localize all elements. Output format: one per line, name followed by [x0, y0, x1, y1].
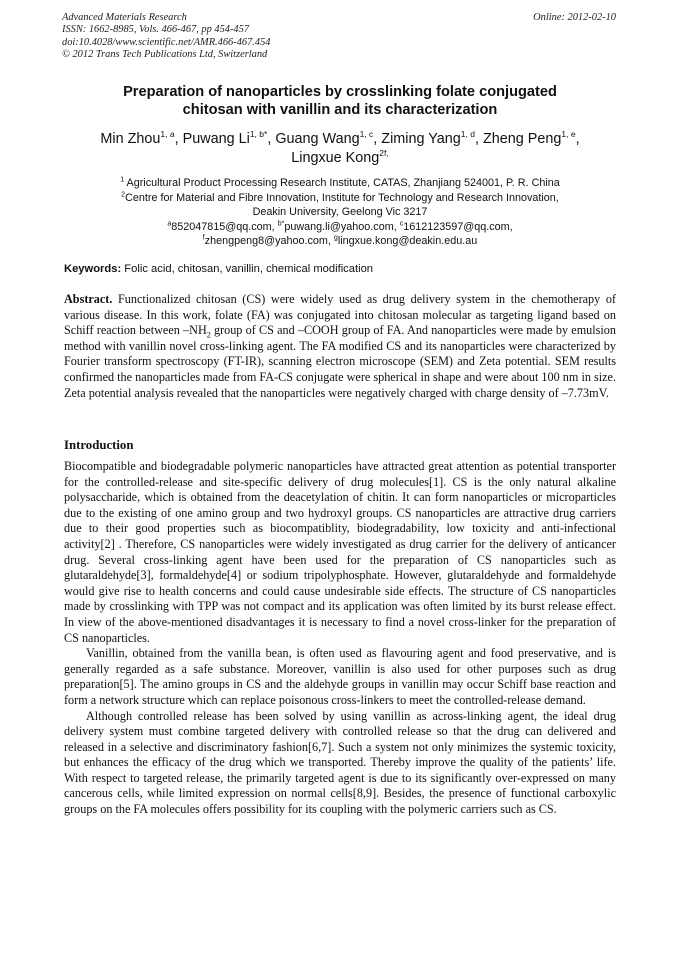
keywords-text: Folic acid, chitosan, vanillin, chemical modification — [121, 263, 374, 275]
affiliation-1 — [64, 176, 616, 191]
email-link[interactable]: 1612123597@qq.com, — [403, 220, 513, 233]
author-name: Zheng Peng — [482, 131, 562, 147]
section-heading: Introduction — [64, 438, 134, 452]
email-link[interactable]: puwang.li@yahoo.com, — [284, 220, 400, 233]
author-affil-sup: 1, b* — [249, 129, 268, 140]
author-name: Guang Wang — [275, 131, 360, 147]
affiliation-text: Centre for Material and Fibre Innovation, Institute for Technology and Research Innovation, — [125, 191, 559, 204]
author-separator: , — [267, 131, 276, 147]
email-link[interactable]: zhengpeng8@yahoo.com, — [204, 235, 334, 247]
issn-line: ISSN: 1662-8985, Vols. 466-467, pp 454-457 — [62, 24, 250, 36]
email-sup: c — [399, 219, 404, 227]
title-line-2: chitosan with vanillin and its characterization — [182, 102, 498, 118]
email-link[interactable]: 852047815@qq.com, — [171, 220, 278, 233]
affiliation-text: Agricultural Product Processing Research Institute, CATAS, Zhanjiang 524001, P. R. China — [126, 177, 560, 189]
author-affil-sup: 2f, — [379, 147, 389, 158]
author-name: Min Zhou — [100, 131, 161, 147]
email-sup: g — [333, 234, 338, 242]
abstract — [64, 292, 616, 401]
journal-name: Advanced Materials Research — [62, 12, 187, 23]
author-name: Ziming Yang — [381, 131, 461, 147]
author-affil-sup: 1, d — [460, 129, 475, 140]
email-line-1 — [64, 220, 616, 235]
email-sup: f — [202, 234, 205, 242]
author-affil-sup: 1, e — [561, 129, 576, 140]
paper-title — [80, 83, 600, 119]
abstract-text-cont: group of CS and –COOH group of FA. And nanoparticles were made by emulsion method with vanillin novel cross-linking agent. The FA modified CS and its nanoparticles were characterized by Fourier transform spectroscopy (FT-IR), scanning electron microscope (SEM) and Zeta potential. SEM results confirmed the nanoparticles made from FA-CS conjugate were spherical in shape and were about 100 nm in size. Zeta potential analysis revealed that the nanoparticles were negatively charged with charge density of –7.73mV. — [64, 323, 616, 400]
abstract-text: Functionalized chitosan (CS) were widely used as drug delivery system in the chemotherapy of various disease. In this work, folate (FA) was conjugated into chitosan molecular as targeting ligand based on Schiff reaction between –NH — [64, 292, 616, 338]
title-line-1: Preparation of nanoparticles by crosslinking folate conjugated — [123, 84, 557, 100]
author-affil-sup: 1, a — [160, 129, 175, 140]
author-name: Puwang Li — [182, 131, 250, 147]
paragraph: Biocompatible and biodegradable polymeric nanoparticles have attracted great attention as potential transporter for the controlled-release and site-specific delivery of drug molecules[1]. CS is the only natural alkaline polysaccharide, which is obtained from the deacetylation of chitin. It can form nanoparticles or microparticles due to the existing of one amino group and two hydroxyl groups. CS nanoparticles are attractive drug carriers due to their good properties such as biocompatiblity, biodegradability, low toxicity and anti-infectional activity[2] . Therefore, CS nanoparticles were widely investigated as drug carrier for the delivery of anticancer drug. Several cross-linking agent have been used for the preparation of CS nanoparticles such as glutaraldehyde[3], formaldehyde[4] or sodium tripolyphosphate. However, glutaraldehyde and formaldehyde would give rise to health concerns and could cause undesirable side effects. The structure of CS nanoparticles made by crosslinking with TPP was not compact and its application was often limited by its burst release effect. In view of the above-mentioned disadvantages it is necessary to find a novel cross-linker for the preparation of CS nanoparticles. — [64, 459, 616, 645]
doi-line[interactable]: doi:10.4028/www.scientific.net/AMR.466-467.454 — [62, 36, 271, 48]
introduction-body — [64, 459, 616, 818]
author-list — [64, 130, 616, 167]
online-date: Online: 2012-02-10 — [533, 12, 616, 23]
keywords — [64, 262, 616, 277]
paragraph: Although controlled release has been solved by using vanillin as across-linking agent, the ideal drug delivery system must combine targeted delivery with controlled release so that the drug can delivered and released in a selective and discriminatory fashion[6,7]. Such a system not only minimizes the systemic toxicity, but enhances the efficacy of the drug which we transported. Thereby improve the quality of the patients’ life. With respect to targeted release, the primarily targeted agent is due to its significantly over-expressed on many cancerous cells, while limited expression on normal cells[8,9]. Besides, the presence of functional carboxylic groups on the FA molecules offers possibility for its coupling with the polymeric carriers such as CS. — [64, 708, 616, 817]
email-link[interactable]: lingxue.kong@deakin.edu.au — [337, 235, 478, 247]
email-sup: b* — [277, 219, 285, 227]
author-separator: , — [575, 131, 580, 147]
author-name: Lingxue Kong — [291, 149, 380, 166]
affiliation-2-cont: Deakin University, Geelong Vic 3217 — [252, 206, 428, 218]
abstract-label: Abstract. — [64, 292, 113, 306]
affiliation-2 — [64, 191, 616, 206]
affiliation-number: 1 — [120, 176, 125, 184]
subscript: 2 — [206, 330, 211, 340]
copyright-line: © 2012 Trans Tech Publications Ltd, Switzerland — [62, 49, 268, 61]
author-separator: , — [373, 131, 382, 147]
email-sup: a — [167, 219, 172, 227]
author-separator: , — [474, 131, 483, 147]
affiliation-number: 2 — [121, 190, 126, 198]
email-line-2 — [64, 234, 616, 249]
keywords-label: Keywords: — [64, 263, 122, 275]
journal-header — [62, 12, 270, 62]
author-separator: , — [174, 131, 183, 147]
affiliations — [64, 176, 616, 249]
paragraph: Vanillin, obtained from the vanilla bean, is often used as flavouring agent and food preservative, and is generally regarded as a safe substance. Moreover, vanillin is also used for other purposes such as drug preparation[5]. The amino groups in CS and the aldehyde groups in vanillin may occur Schiff base reaction and form a network structure which can replace poisonous cross-linkers to meet the controlled-release demand. — [64, 646, 616, 707]
author-affil-sup: 1, c — [359, 129, 374, 140]
